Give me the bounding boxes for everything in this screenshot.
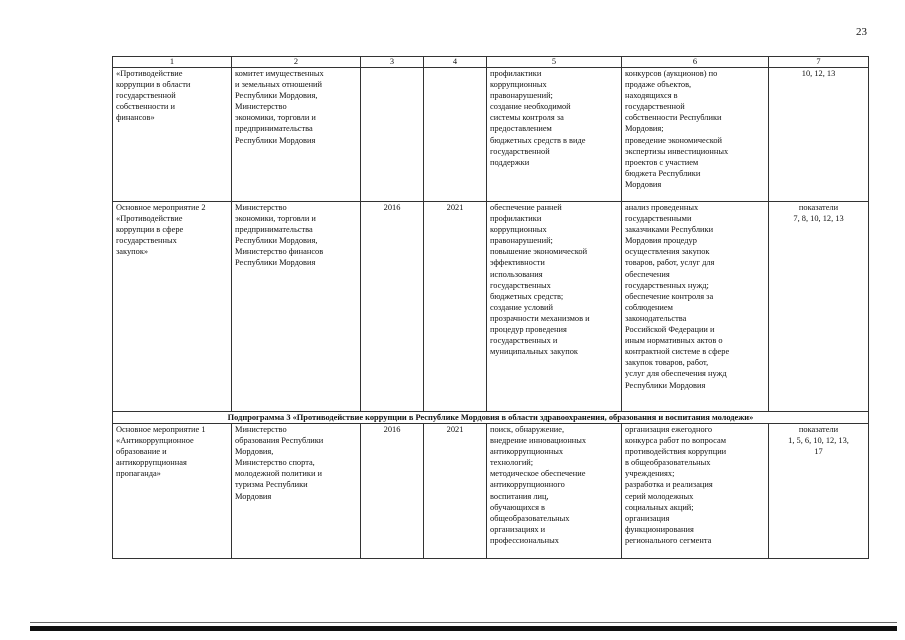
indicators-cell: показатели 1, 5, 6, 10, 12, 13, 17 — [769, 424, 869, 559]
header-row — [113, 57, 869, 68]
executor-cell: Министерство образования Республики Мордовия, Министерство спорта, молодежной политики и туризма Республики Мордовия — [232, 424, 361, 559]
main-directions-cell: анализ проведенных государственными заказчиками Республики Мордовия процедур осуществления закупок товаров, работ, услуг для обеспечения государственных нужд; обеспечение контроля за соблюдением законодательства Российской Федерации и иным нормативных актов о контрактной системе в сфере закупок товаров, работ, услуг для обеспечения нужд Республики Мордовия — [622, 202, 769, 412]
col-header-6: 6 — [622, 57, 769, 68]
end-year-cell: 2021 — [424, 202, 487, 412]
activity-name-cell: «Противодействие коррупции в области государственной собственности и финансов» — [113, 68, 232, 202]
executor-cell: комитет имущественных и земельных отношений Республики Мордовия, Министерство экономики, торговли и предпринимательства Республики Мордовия — [232, 68, 361, 202]
col-header-5: 5 — [487, 57, 622, 68]
main-directions-cell: конкурсов (аукционов) по продаже объектов, находящихся в государственной собственности Республики Мордовия; проведение экономической экспертизы инвестиционных проектов с участием бюджета Республики Мордовия — [622, 68, 769, 202]
end-year-cell — [424, 68, 487, 202]
scan-bottom-border — [30, 626, 897, 631]
col-header-1: 1 — [113, 57, 232, 68]
start-year-cell — [361, 68, 424, 202]
indicators-cell: 10, 12, 13 — [769, 68, 869, 202]
page-number: 23 — [856, 26, 867, 38]
expected-result-cell: поиск, обнаружение, внедрение инновационных антикоррупционных технологий; методическое обеспечение антикоррупционного воспитания лиц, обучающихся в общеобразовательных организациях и профессиональных — [487, 424, 622, 559]
executor-cell: Министерство экономики, торговли и предпринимательства Республики Мордовия, Министерство финансов Республики Мордовия — [232, 202, 361, 412]
activities-table — [112, 56, 869, 559]
indicators-cell: показатели 7, 8, 10, 12, 13 — [769, 202, 869, 412]
col-header-7: 7 — [769, 57, 869, 68]
subprogram-row — [113, 412, 869, 424]
start-year-cell: 2016 — [361, 202, 424, 412]
expected-result-cell: профилактики коррупционных правонарушений; создание необходимой системы контроля за предоставлением бюджетных средств в виде государственной поддержки — [487, 68, 622, 202]
subprogram-title: Подпрограмма 3 «Противодействие коррупции в Республике Мордовия в области здравоохранения, образования и воспитания молодежи» — [113, 412, 869, 424]
table-row — [113, 68, 869, 202]
activity-name-cell: Основное мероприятие 2 «Противодействие коррупции в сфере государственных закупок» — [113, 202, 232, 412]
col-header-2: 2 — [232, 57, 361, 68]
table-row — [113, 424, 869, 559]
activity-name-cell: Основное мероприятие 1 «Антикоррупционное образование и антикоррупционная пропаганда» — [113, 424, 232, 559]
col-header-4: 4 — [424, 57, 487, 68]
start-year-cell: 2016 — [361, 424, 424, 559]
expected-result-cell: обеспечение ранней профилактики коррупционных правонарушений; повышение экономической эффективности использования государственных бюджетных средств; создание условий прозрачности механизмов и процедур проведения государственных и муниципальных закупок — [487, 202, 622, 412]
table-row — [113, 202, 869, 412]
end-year-cell: 2021 — [424, 424, 487, 559]
col-header-3: 3 — [361, 57, 424, 68]
scan-edge-line — [30, 622, 897, 623]
main-directions-cell: организация ежегодного конкурса работ по вопросам противодействия коррупции в общеобразовательных учреждениях; разработка и реализация серий молодежных социальных акций; организация функционирования регионального сегмента — [622, 424, 769, 559]
